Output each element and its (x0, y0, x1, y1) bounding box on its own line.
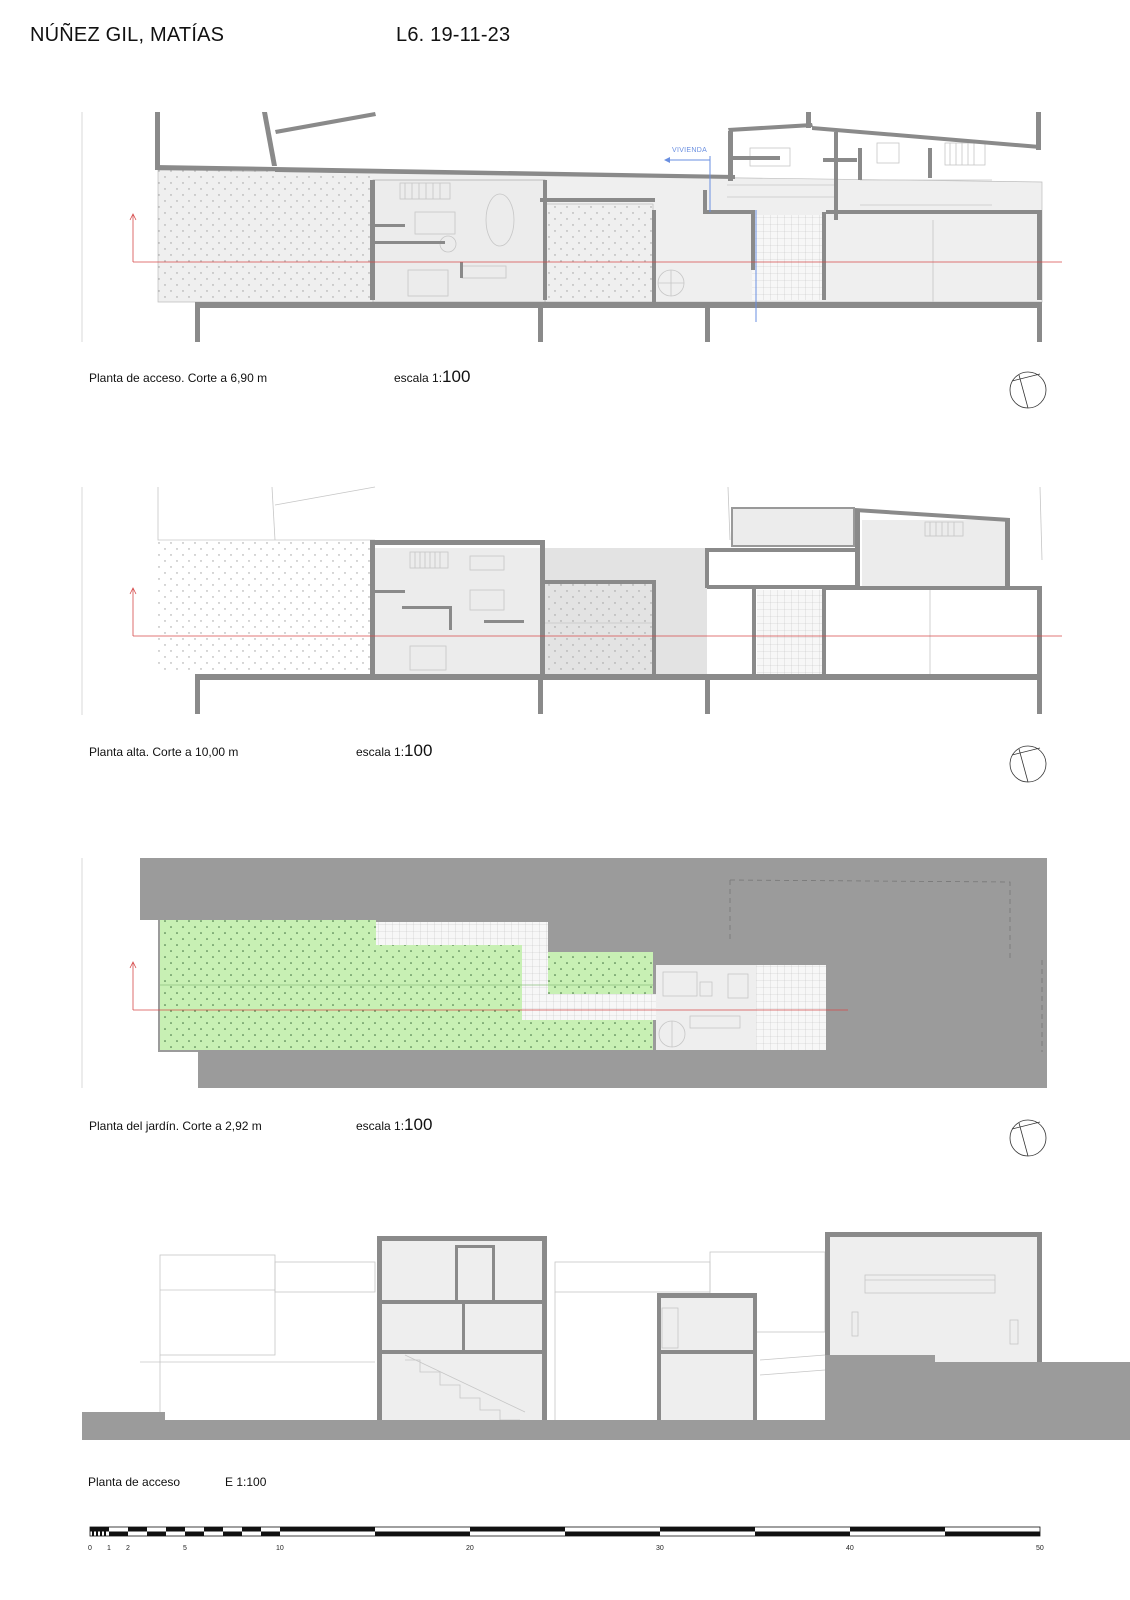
north-arrow-icon (1010, 372, 1046, 408)
plan-acceso (82, 112, 1062, 408)
north-arrow-icon (1010, 746, 1046, 782)
plan-scale-jardin (356, 1115, 432, 1135)
graphic-scale-bar (90, 1527, 1040, 1536)
sheet-code: L6. 19-11-23 (396, 24, 511, 46)
scalebar-tick: 40 (846, 1545, 854, 1552)
section-caption: Planta de acceso (88, 1475, 181, 1489)
scale-prefix: escala 1: (356, 1119, 405, 1133)
plan-jardin (82, 858, 1047, 1156)
scalebar-tick: 5 (183, 1545, 187, 1552)
scale-number: 100 (404, 741, 433, 760)
scalebar-tick: 20 (466, 1545, 474, 1552)
section-drawing (82, 1232, 1130, 1440)
scalebar-tick: 50 (1036, 1545, 1044, 1552)
scalebar-tick: 1 (107, 1545, 111, 1552)
scalebar-tick: 30 (656, 1545, 664, 1552)
section-scale: E 1:100 (225, 1475, 267, 1489)
scalebar-tick: 0 (88, 1545, 92, 1552)
scale-prefix: escala 1: (356, 745, 405, 759)
plan-scale-alta (356, 741, 432, 761)
scale-prefix: escala 1: (394, 371, 443, 385)
scale-number: 100 (442, 367, 471, 386)
author-name: NÚÑEZ GIL, MATÍAS (30, 24, 225, 46)
plan-caption-acceso: Planta de acceso. Corte a 6,90 m (89, 371, 268, 385)
scalebar-tick: 2 (126, 1545, 130, 1552)
north-arrow-icon (1010, 1120, 1046, 1156)
plan-scale-acceso (394, 367, 470, 387)
plan-alta (82, 487, 1062, 782)
plan-caption-jardin: Planta del jardín. Corte a 2,92 m (89, 1119, 262, 1133)
scale-number: 100 (404, 1115, 433, 1134)
plan-caption-alta: Planta alta. Corte a 10,00 m (89, 745, 239, 759)
scalebar-tick: 10 (276, 1545, 284, 1552)
vivienda-label: VIVIENDA (672, 147, 708, 154)
